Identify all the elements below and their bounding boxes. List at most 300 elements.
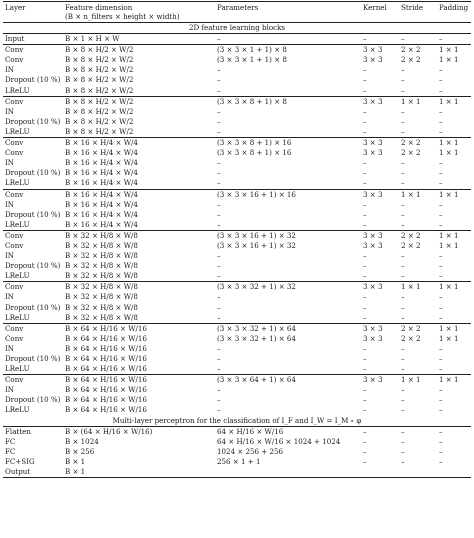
- parameters-cell: –: [217, 343, 221, 353]
- layer-cell: Input: [5, 34, 25, 44]
- kernel-cell: 3 × 3: [361, 45, 399, 56]
- feature-dimension-cell: B × 8 × H/2 × W/2: [65, 55, 134, 65]
- padding-cell: –: [439, 302, 443, 312]
- table-row: [3, 405, 471, 415]
- layer-cell: LReLU: [5, 85, 30, 95]
- kernel-cell: –: [363, 75, 367, 85]
- table-row: [3, 467, 471, 478]
- feature-dimension-cell: B × 64 × H/16 × W/16: [63, 375, 215, 386]
- parameters-cell: –: [217, 364, 221, 374]
- padding-cell: –: [439, 436, 443, 446]
- stride-cell: –: [401, 271, 405, 281]
- table-row: [3, 75, 471, 85]
- padding-cell: 1 × 1: [437, 189, 471, 200]
- padding-cell: –: [439, 65, 443, 75]
- padding-cell: –: [439, 292, 443, 302]
- feature-dimension-cell: B × 1 × H × W: [65, 34, 120, 44]
- kernel-cell: –: [363, 65, 367, 75]
- table-row: [3, 241, 471, 251]
- table-row: [3, 426, 471, 437]
- header-kernel: Kernel: [361, 2, 399, 13]
- feature-dimension-cell: B × 16 × H/4 × W/4: [65, 178, 138, 188]
- parameters-cell: –: [217, 116, 221, 126]
- feature-dimension-cell: B × 8 × H/2 × W/2: [65, 106, 134, 116]
- layer-cell: Dropout (10 %): [5, 75, 61, 85]
- table-row: [3, 96, 471, 107]
- parameters-cell: –: [217, 405, 221, 415]
- padding-cell: 1 × 1: [437, 230, 471, 241]
- layer-cell: LReLU: [5, 271, 30, 281]
- kernel-cell: 3 × 3: [361, 375, 399, 386]
- stride-cell: –: [401, 75, 405, 85]
- feature-dimension-cell: B × 32 × H/8 × W/8: [65, 240, 138, 250]
- layer-cell: Conv: [5, 55, 24, 65]
- layer-cell: IN: [5, 65, 15, 75]
- parameters-cell: –: [217, 199, 221, 209]
- table-row: [3, 200, 471, 210]
- table-row: [3, 282, 471, 293]
- parameters-cell: –: [217, 395, 221, 405]
- kernel-cell: –: [363, 116, 367, 126]
- parameters-cell: (3 × 3 × 1 + 1) × 8: [215, 45, 361, 56]
- stride-cell: –: [401, 426, 405, 436]
- feature-dimension-cell: B × 64 × H/16 × W/16: [65, 405, 147, 415]
- padding-cell: –: [439, 34, 443, 44]
- table-row: [3, 55, 471, 65]
- stride-cell: –: [401, 168, 405, 178]
- parameters-cell: 1024 × 256 + 256: [217, 446, 284, 456]
- table-row: [3, 138, 471, 149]
- feature-dimension-cell: B × 8 × H/2 × W/2: [65, 85, 134, 95]
- kernel-cell: –: [363, 219, 367, 229]
- layer-cell: IN: [5, 199, 15, 209]
- feature-dimension-cell: B × 8 × H/2 × W/2: [63, 45, 215, 56]
- parameters-cell: (3 × 3 × 1 + 1) × 8: [217, 55, 287, 65]
- table-row: [3, 303, 471, 313]
- padding-cell: –: [439, 75, 443, 85]
- feature-dimension-cell: B × 16 × H/4 × W/4: [63, 138, 215, 149]
- parameters-cell: [215, 467, 361, 478]
- padding-cell: 1 × 1: [439, 333, 459, 343]
- padding-cell: 1 × 1: [437, 138, 471, 149]
- padding-cell: –: [439, 395, 443, 405]
- table-row: [3, 65, 471, 75]
- parameters-cell: 64 × H/16 × W/16 × 1024 + 1024: [217, 436, 341, 446]
- parameters-cell: (3 × 3 × 32 + 1) × 64: [217, 333, 296, 343]
- table-row: [3, 385, 471, 395]
- kernel-cell: 3 × 3: [363, 55, 383, 65]
- layer-cell: Conv: [3, 375, 63, 386]
- parameters-cell: –: [217, 302, 221, 312]
- padding-cell: –: [439, 158, 443, 168]
- parameters-cell: (3 × 3 × 8 + 1) × 16: [217, 148, 292, 158]
- padding-cell: 1 × 1: [439, 148, 459, 158]
- parameters-cell: –: [217, 75, 221, 85]
- layer-cell: Dropout (10 %): [5, 354, 61, 363]
- header-feature-dimension: Feature dimension: [63, 2, 215, 13]
- layer-cell: Flatten: [5, 426, 31, 436]
- header-feature-dimension-format: (B × n_filters × height × width): [63, 12, 215, 23]
- layer-cell: LReLU: [5, 364, 30, 374]
- stride-cell: 2 × 2: [399, 45, 437, 56]
- stride-cell: –: [401, 302, 405, 312]
- stride-cell: 2 × 2: [401, 240, 421, 250]
- feature-dimension-cell: B × 16 × H/4 × W/4: [65, 148, 138, 158]
- feature-dimension-cell: B × 16 × H/4 × W/4: [65, 199, 138, 209]
- layer-cell: Output: [3, 467, 63, 478]
- feature-dimension-cell: B × 8 × H/2 × W/2: [65, 126, 134, 136]
- layer-cell: FC: [5, 436, 16, 446]
- padding-cell: –: [439, 251, 443, 261]
- parameters-cell: (3 × 3 × 16 + 1) × 32: [215, 230, 361, 241]
- parameters-cell: –: [217, 65, 221, 75]
- kernel-cell: –: [363, 395, 367, 405]
- table-header: [3, 2, 471, 23]
- stride-cell: –: [401, 312, 405, 322]
- table-row: [3, 323, 471, 334]
- table-row: [3, 107, 471, 117]
- layer-cell: Dropout (10 %): [5, 261, 61, 271]
- stride-cell: –: [401, 436, 405, 446]
- layer-cell: Conv: [3, 323, 63, 334]
- stride-cell: –: [401, 364, 405, 374]
- layer-cell: Dropout (10 %): [5, 395, 61, 405]
- feature-dimension-cell: B × 64 × H/16 × W/16: [65, 333, 147, 343]
- kernel-cell: –: [363, 34, 367, 44]
- padding-cell: –: [439, 343, 443, 353]
- parameters-cell: –: [217, 312, 221, 322]
- padding-cell: –: [439, 219, 443, 229]
- stride-cell: –: [401, 116, 405, 126]
- feature-dimension-cell: B × 32 × H/8 × W/8: [65, 271, 138, 281]
- feature-dimension-cell: B × 8 × H/2 × W/2: [63, 96, 215, 107]
- table-row: [3, 34, 471, 45]
- parameters-cell: (3 × 3 × 16 + 1) × 32: [217, 240, 296, 250]
- stride-cell: –: [401, 385, 405, 395]
- padding-cell: 1 × 1: [437, 282, 471, 293]
- padding-cell: –: [439, 312, 443, 322]
- padding-cell: –: [439, 456, 443, 466]
- table-row: [3, 220, 471, 231]
- parameters-cell: –: [217, 178, 221, 188]
- layer-cell: Dropout (10 %): [5, 116, 61, 126]
- kernel-cell: 3 × 3: [361, 282, 399, 293]
- table-row: [3, 45, 471, 56]
- stride-cell: –: [401, 199, 405, 209]
- layer-cell: Conv: [5, 240, 24, 250]
- layer-cell: LReLU: [5, 126, 30, 136]
- table-row: [3, 447, 471, 457]
- feature-dimension-cell: B × 8 × H/2 × W/2: [65, 65, 134, 75]
- feature-dimension-cell: B × 32 × H/8 × W/8: [65, 292, 138, 302]
- table-body: [3, 23, 471, 478]
- parameters-cell: –: [217, 251, 221, 261]
- layer-cell: Conv: [3, 96, 63, 107]
- table-row: [3, 364, 471, 375]
- feature-dimension-cell: B × 32 × H/8 × W/8: [65, 302, 138, 312]
- section-title-row: [3, 416, 471, 427]
- table-row: [3, 354, 471, 364]
- parameters-cell: (3 × 3 × 8 + 1) × 16: [215, 138, 361, 149]
- kernel-cell: –: [363, 168, 367, 178]
- parameters-cell: –: [217, 34, 221, 44]
- table-row: [3, 334, 471, 344]
- padding-cell: –: [439, 199, 443, 209]
- padding-cell: 1 × 1: [437, 375, 471, 386]
- section-title: Multi-layer perceptron for the classification of I_F and I_W = I_M ∘ φ: [3, 416, 471, 427]
- stride-cell: –: [401, 65, 405, 75]
- feature-dimension-cell: B × 64 × H/16 × W/16: [63, 323, 215, 334]
- stride-cell: 2 × 2: [399, 230, 437, 241]
- parameters-cell: (3 × 3 × 8 + 1) × 8: [215, 96, 361, 107]
- kernel-cell: –: [363, 426, 367, 436]
- feature-dimension-cell: B × 16 × H/4 × W/4: [65, 209, 138, 219]
- feature-dimension-cell: B × 32 × H/8 × W/8: [63, 230, 215, 241]
- feature-dimension-cell: B × 8 × H/2 × W/2: [65, 75, 134, 85]
- parameters-cell: –: [217, 385, 221, 395]
- feature-dimension-cell: B × 32 × H/8 × W/8: [63, 282, 215, 293]
- table-row: [3, 313, 471, 324]
- layer-cell: LReLU: [5, 178, 30, 188]
- parameters-cell: –: [217, 261, 221, 271]
- feature-dimension-cell: B × 32 × H/8 × W/8: [65, 312, 138, 322]
- layer-cell: Conv: [5, 148, 24, 158]
- kernel-cell: 3 × 3: [363, 240, 383, 250]
- kernel-cell: –: [363, 312, 367, 322]
- feature-dimension-cell: B × 1: [65, 456, 86, 466]
- kernel-cell: –: [363, 251, 367, 261]
- kernel-cell: 3 × 3: [361, 323, 399, 334]
- kernel-cell: 3 × 3: [363, 333, 383, 343]
- header-parameters: Parameters: [215, 2, 361, 13]
- stride-cell: [399, 467, 437, 478]
- padding-cell: –: [439, 385, 443, 395]
- layer-cell: LReLU: [5, 405, 30, 415]
- stride-cell: –: [401, 446, 405, 456]
- padding-cell: –: [439, 364, 443, 374]
- padding-cell: 1 × 1: [439, 240, 459, 250]
- layer-cell: Conv: [3, 189, 63, 200]
- table-row: [3, 437, 471, 447]
- stride-cell: 2 × 2: [399, 138, 437, 149]
- stride-cell: –: [401, 126, 405, 136]
- padding-cell: –: [439, 271, 443, 281]
- padding-cell: –: [439, 106, 443, 116]
- feature-dimension-cell: B × 64 × H/16 × W/16: [65, 343, 147, 353]
- table-row: [3, 86, 471, 97]
- stride-cell: 1 × 1: [399, 189, 437, 200]
- kernel-cell: –: [363, 364, 367, 374]
- header-padding: Padding: [437, 2, 471, 13]
- padding-cell: –: [439, 85, 443, 95]
- stride-cell: –: [401, 34, 405, 44]
- layer-cell: LReLU: [5, 312, 30, 322]
- padding-cell: [437, 467, 471, 478]
- table-row: [3, 344, 471, 354]
- parameters-cell: 64 × H/16 × W/16: [217, 426, 284, 436]
- stride-cell: –: [401, 395, 405, 405]
- layer-cell: Conv: [3, 230, 63, 241]
- stride-cell: –: [401, 354, 405, 363]
- padding-cell: –: [439, 178, 443, 188]
- kernel-cell: –: [363, 106, 367, 116]
- stride-cell: 1 × 1: [399, 96, 437, 107]
- feature-dimension-cell: B × 64 × H/16 × W/16: [65, 354, 147, 363]
- feature-dimension-cell: B × 64 × H/16 × W/16: [65, 364, 147, 374]
- stride-cell: –: [401, 219, 405, 229]
- padding-cell: 1 × 1: [439, 55, 459, 65]
- feature-dimension-cell: B × 64 × H/16 × W/16: [65, 385, 147, 395]
- table-row: [3, 189, 471, 200]
- stride-cell: 1 × 1: [399, 282, 437, 293]
- parameters-cell: (3 × 3 × 16 + 1) × 16: [215, 189, 361, 200]
- table-row: [3, 117, 471, 127]
- table-row: [3, 271, 471, 282]
- kernel-cell: –: [363, 158, 367, 168]
- table-row: [3, 292, 471, 302]
- stride-cell: –: [401, 251, 405, 261]
- stride-cell: 2 × 2: [401, 148, 421, 158]
- layer-cell: Conv: [3, 282, 63, 293]
- feature-dimension-cell: B × 16 × H/4 × W/4: [65, 158, 138, 168]
- kernel-cell: –: [363, 385, 367, 395]
- parameters-cell: –: [217, 106, 221, 116]
- table-row: [3, 210, 471, 220]
- kernel-cell: 3 × 3: [361, 189, 399, 200]
- kernel-cell: 3 × 3: [363, 148, 383, 158]
- kernel-cell: –: [363, 446, 367, 456]
- kernel-cell: 3 × 3: [361, 230, 399, 241]
- kernel-cell: [361, 467, 399, 478]
- parameters-cell: –: [217, 168, 221, 178]
- parameters-cell: –: [217, 271, 221, 281]
- kernel-cell: –: [363, 178, 367, 188]
- kernel-cell: –: [363, 292, 367, 302]
- layer-cell: Conv: [3, 45, 63, 56]
- layer-cell: IN: [5, 292, 15, 302]
- stride-cell: 2 × 2: [401, 333, 421, 343]
- kernel-cell: –: [363, 209, 367, 219]
- layer-cell: Conv: [3, 138, 63, 149]
- kernel-cell: –: [363, 271, 367, 281]
- padding-cell: –: [439, 116, 443, 126]
- kernel-cell: –: [363, 126, 367, 136]
- padding-cell: –: [439, 209, 443, 219]
- feature-dimension-cell: B × 32 × H/8 × W/8: [65, 261, 138, 271]
- parameters-cell: –: [217, 126, 221, 136]
- stride-cell: 2 × 2: [399, 323, 437, 334]
- table-row: [3, 457, 471, 467]
- feature-dimension-cell: B × 16 × H/4 × W/4: [65, 219, 138, 229]
- parameters-cell: –: [217, 85, 221, 95]
- parameters-cell: –: [217, 292, 221, 302]
- table-row: [3, 127, 471, 138]
- padding-cell: –: [439, 261, 443, 271]
- feature-dimension-cell: B × 16 × H/4 × W/4: [65, 168, 138, 178]
- kernel-cell: –: [363, 405, 367, 415]
- kernel-cell: 3 × 3: [361, 138, 399, 149]
- stride-cell: –: [401, 85, 405, 95]
- table-row: [3, 251, 471, 261]
- stride-cell: –: [401, 158, 405, 168]
- layer-cell: Dropout (10 %): [5, 302, 61, 312]
- section-title: 2D feature learning blocks: [3, 23, 471, 34]
- parameters-cell: (3 × 3 × 64 + 1) × 64: [215, 375, 361, 386]
- table-row: [3, 168, 471, 178]
- layer-cell: IN: [5, 343, 15, 353]
- parameters-cell: 256 × 1 + 1: [217, 456, 261, 466]
- padding-cell: 1 × 1: [437, 96, 471, 107]
- kernel-cell: –: [363, 343, 367, 353]
- feature-dimension-cell: B × 16 × H/4 × W/4: [63, 189, 215, 200]
- padding-cell: –: [439, 354, 443, 363]
- stride-cell: –: [401, 106, 405, 116]
- layer-cell: Dropout (10 %): [5, 209, 61, 219]
- table-row: [3, 261, 471, 271]
- table-row: [3, 375, 471, 386]
- kernel-cell: –: [363, 302, 367, 312]
- kernel-cell: 3 × 3: [361, 96, 399, 107]
- stride-cell: –: [401, 343, 405, 353]
- table-row: [3, 158, 471, 168]
- layer-cell: FC: [5, 446, 16, 456]
- header-stride: Stride: [399, 2, 437, 13]
- table-row: [3, 178, 471, 189]
- parameters-cell: –: [217, 209, 221, 219]
- stride-cell: –: [401, 178, 405, 188]
- kernel-cell: –: [363, 261, 367, 271]
- parameters-cell: –: [217, 219, 221, 229]
- stride-cell: –: [401, 456, 405, 466]
- stride-cell: –: [401, 405, 405, 415]
- padding-cell: –: [439, 168, 443, 178]
- stride-cell: –: [401, 261, 405, 271]
- padding-cell: –: [439, 405, 443, 415]
- table-row: [3, 230, 471, 241]
- kernel-cell: –: [363, 85, 367, 95]
- feature-dimension-cell: B × 1024: [65, 436, 99, 446]
- feature-dimension-cell: B × (64 × H/16 × W/16): [65, 426, 153, 436]
- parameters-cell: (3 × 3 × 32 + 1) × 64: [215, 323, 361, 334]
- layer-cell: IN: [5, 106, 15, 116]
- stride-cell: 1 × 1: [399, 375, 437, 386]
- architecture-table: [3, 1, 471, 478]
- padding-cell: 1 × 1: [437, 323, 471, 334]
- stride-cell: 2 × 2: [401, 55, 421, 65]
- stride-cell: –: [401, 292, 405, 302]
- feature-dimension-cell: B × 32 × H/8 × W/8: [65, 251, 138, 261]
- padding-cell: –: [439, 426, 443, 436]
- padding-cell: –: [439, 126, 443, 136]
- layer-cell: Conv: [5, 333, 24, 343]
- table-row: [3, 395, 471, 405]
- section-title-row: [3, 23, 471, 34]
- feature-dimension-cell: B × 8 × H/2 × W/2: [65, 116, 134, 126]
- layer-cell: IN: [5, 251, 15, 261]
- parameters-cell: (3 × 3 × 32 + 1) × 32: [215, 282, 361, 293]
- parameters-cell: –: [217, 158, 221, 168]
- kernel-cell: –: [363, 199, 367, 209]
- table-row: [3, 148, 471, 158]
- feature-dimension-cell: B × 64 × H/16 × W/16: [65, 395, 147, 405]
- layer-cell: IN: [5, 385, 15, 395]
- layer-cell: LReLU: [5, 219, 30, 229]
- padding-cell: 1 × 1: [437, 45, 471, 56]
- parameters-cell: –: [217, 354, 221, 363]
- feature-dimension-cell: B × 256: [65, 446, 95, 456]
- stride-cell: –: [401, 209, 405, 219]
- layer-cell: FC+SIG: [5, 456, 35, 466]
